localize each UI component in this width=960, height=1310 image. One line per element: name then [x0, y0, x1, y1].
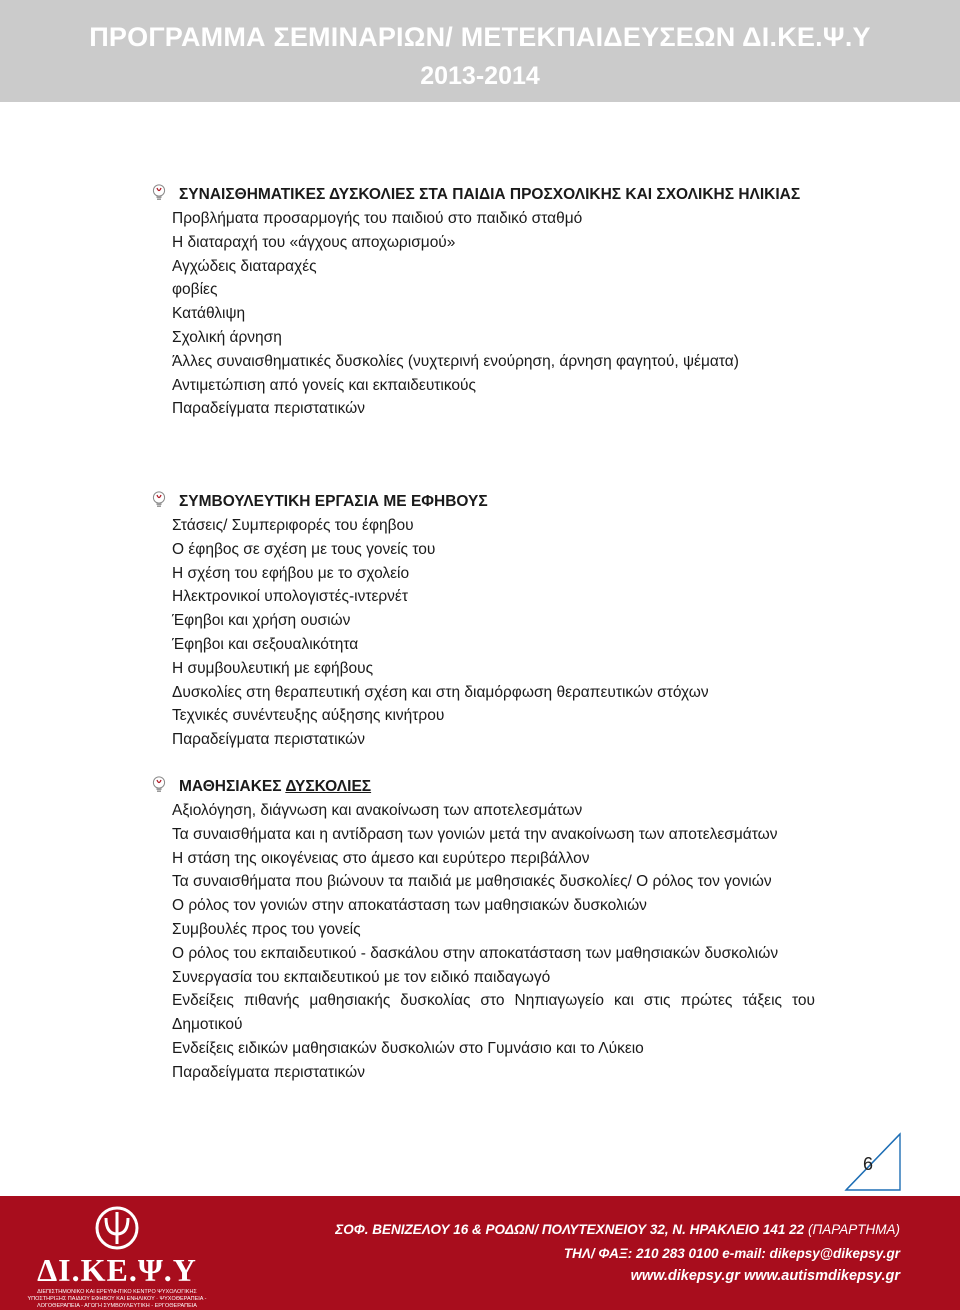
footer-address	[335, 1222, 900, 1237]
header-years: 2013-2014	[420, 62, 540, 90]
section-title-text: ΜΑΘΗΣΙΑΚΕΣ	[179, 778, 286, 795]
logo-psi-icon	[22, 1204, 212, 1254]
list-item: Η συμβουλευτική με εφήβους	[172, 659, 374, 677]
section-adolescent-counseling	[172, 490, 815, 752]
lightbulb-bullet-icon	[152, 184, 166, 202]
list-item: Δυσκολίες στη θεραπευτική σχέση και στη διαμόρφωση θεραπευτικών στόχων	[172, 683, 709, 701]
list-item: Ενδείξεις πιθανής μαθησιακής δυσκολίας στο Νηπιαγωγείο και στις πρώτες τάξεις του Δημοτικού	[172, 992, 815, 1034]
list-item: Ο ρόλος τον γονιών στην αποκατάσταση των μαθησιακών δυσκολιών	[172, 897, 647, 915]
list-item: Συνεργασία του εκπαιδευτικού με τον ειδικό παιδαγωγό	[172, 968, 551, 986]
page-footer	[0, 1196, 960, 1310]
logo	[22, 1204, 212, 1308]
list-item: Ενδείξεις ειδικών μαθησιακών δυσκολιών στο Γυμνάσιο και το Λύκειο	[172, 1039, 644, 1057]
header-title: ΠΡΟΓΡΑΜΜΑ ΣΕΜΙΝΑΡΙΩΝ/ ΜΕΤΕΚΠΑΙΔΕΥΣΕΩΝ ΔΙ.ΚΕ.Ψ.Υ	[89, 22, 871, 52]
section-title-underlined: ΔΥΣΚΟΛΙΕΣ	[285, 778, 372, 795]
page-number-badge	[842, 1128, 902, 1192]
list-item: Έφηβοι και χρήση ουσιών	[172, 612, 351, 630]
list-item: Συμβουλές προς του γονείς	[172, 920, 361, 938]
lightbulb-bullet-icon	[152, 491, 166, 509]
list-item: Παραδείγματα περιστατικών	[172, 400, 366, 418]
page-header	[0, 0, 960, 102]
footer-websites: www.dikepsy.gr www.autismdikepsy.gr	[630, 1268, 900, 1284]
list-item: Ο έφηβος σε σχέση με τους γονείς του	[172, 540, 436, 558]
list-item: Σχολική άρνηση	[172, 328, 282, 346]
logo-text: ΔΙ.ΚΕ.Ψ.Υ	[37, 1252, 197, 1288]
section-emotional-difficulties	[172, 183, 815, 421]
list-item: Τα συναισθήματα που βιώνουν τα παιδιά με μαθησιακές δυσκολίες/ Ο ρόλος τον γονιών	[172, 873, 772, 891]
list-item: Τα συναισθήματα και η αντίδραση των γονιών μετά την ανακοίνωση των αποτελεσμάτων	[172, 825, 778, 843]
page-number: 6	[863, 1154, 874, 1174]
list-item: Κατάθλιψη	[172, 305, 246, 323]
list-item: Παραδείγματα περιστατικών	[172, 731, 366, 749]
logo-subtitle: ΔΙΕΠΙΣΤΗΜΟΝΙΚΟ ΚΑΙ ΕΡΕΥΝΗΤΙΚΟ ΚΕΝΤΡΟ ΨΥΧΟΛΟΓΙΚΗΣ ΥΠΟΣΤΗΡΙΞΗΣ ΠΑΙΔΙΟΥ ΕΦΗΒΟΥ ΚΑΙ ΕΝΗΛΙΚΟΥ · ΨΥΧΟΘΕΡΑΠΕΙΑ - ΛΟΓΟΘΕΡΑΠΕΙΑ - ΑΓΩΓΗ ΣΥΜΒΟΥΛΕΥΤΙΚΗ - ΕΡΓΟΘΕΡΑΠΕΙΑ	[27, 1289, 207, 1309]
footer-address-main: ΣΟΦ. ΒΕΝΙΖΕΛΟΥ 16 & ΡΟΔΩΝ/ ΠΟΛΥΤΕΧΝΕΙΟΥ 32, Ν. ΗΡΑΚΛΕΙΟ 141 22	[335, 1222, 805, 1237]
footer-phone-email: ΤΗΛ/ ΦΑΞ: 210 283 0100 e-mail: dikepsy@dikepsy.gr	[563, 1246, 900, 1261]
list-item: Αγχώδεις διαταραχές	[172, 257, 317, 275]
section-title	[172, 183, 815, 207]
section-title-text: ΣΥΜΒΟΥΛΕΥΤΙΚΗ ΕΡΓΑΣΙΑ ΜΕ ΕΦΗΒΟΥΣ	[179, 493, 488, 510]
footer-address-note: (ΠΑΡΑΡΤΗΜΑ)	[804, 1222, 900, 1237]
section-title	[172, 775, 815, 799]
lightbulb-bullet-icon	[152, 776, 166, 794]
section-title-text: ΣΥΝΑΙΣΘΗΜΑΤΙΚΕΣ ΔΥΣΚΟΛΙΕΣ ΣΤΑ ΠΑΙΔΙΑ ΠΡΟΣΧΟΛΙΚΗΣ ΚΑΙ ΣΧΟΛΙΚΗΣ ΗΛΙΚΙΑΣ	[179, 186, 801, 203]
list-item: Τεχνικές συνέντευξης αύξησης κινήτρου	[172, 707, 445, 725]
list-item: Άλλες συναισθηματικές δυσκολίες (νυχτερινή ενούρηση, άρνηση φαγητού, ψέματα)	[172, 352, 739, 370]
list-item: Η σχέση του εφήβου με το σχολείο	[172, 564, 410, 582]
list-item: Ο ρόλος του εκπαιδευτικού - δασκάλου στην αποκατάσταση των μαθησιακών δυσκολιών	[172, 944, 779, 962]
list-item: Προβλήματα προσαρμογής του παιδιού στο παιδικό σταθμό	[172, 210, 583, 227]
section-learning-difficulties	[172, 775, 815, 1085]
list-item: Η στάση της οικογένειας στο άμεσο και ευρύτερο περιβάλλον	[172, 849, 590, 867]
list-item: φοβίες	[172, 281, 218, 299]
list-item: Αντιμετώπιση από γονείς και εκπαιδευτικούς	[172, 376, 476, 394]
list-item: Η διαταραχή του «άγχους αποχωρισμού»	[172, 233, 456, 251]
list-item: Παραδείγματα περιστατικών	[172, 1063, 366, 1081]
list-item: Αξιολόγηση, διάγνωση και ανακοίνωση των αποτελεσμάτων	[172, 802, 583, 819]
list-item: Έφηβοι και σεξουαλικότητα	[172, 635, 359, 653]
section-title	[172, 490, 815, 514]
list-item: Στάσεις/ Συμπεριφορές του έφηβου	[172, 517, 414, 534]
list-item: Ηλεκτρονικοί υπολογιστές-ιντερνέτ	[172, 588, 408, 606]
